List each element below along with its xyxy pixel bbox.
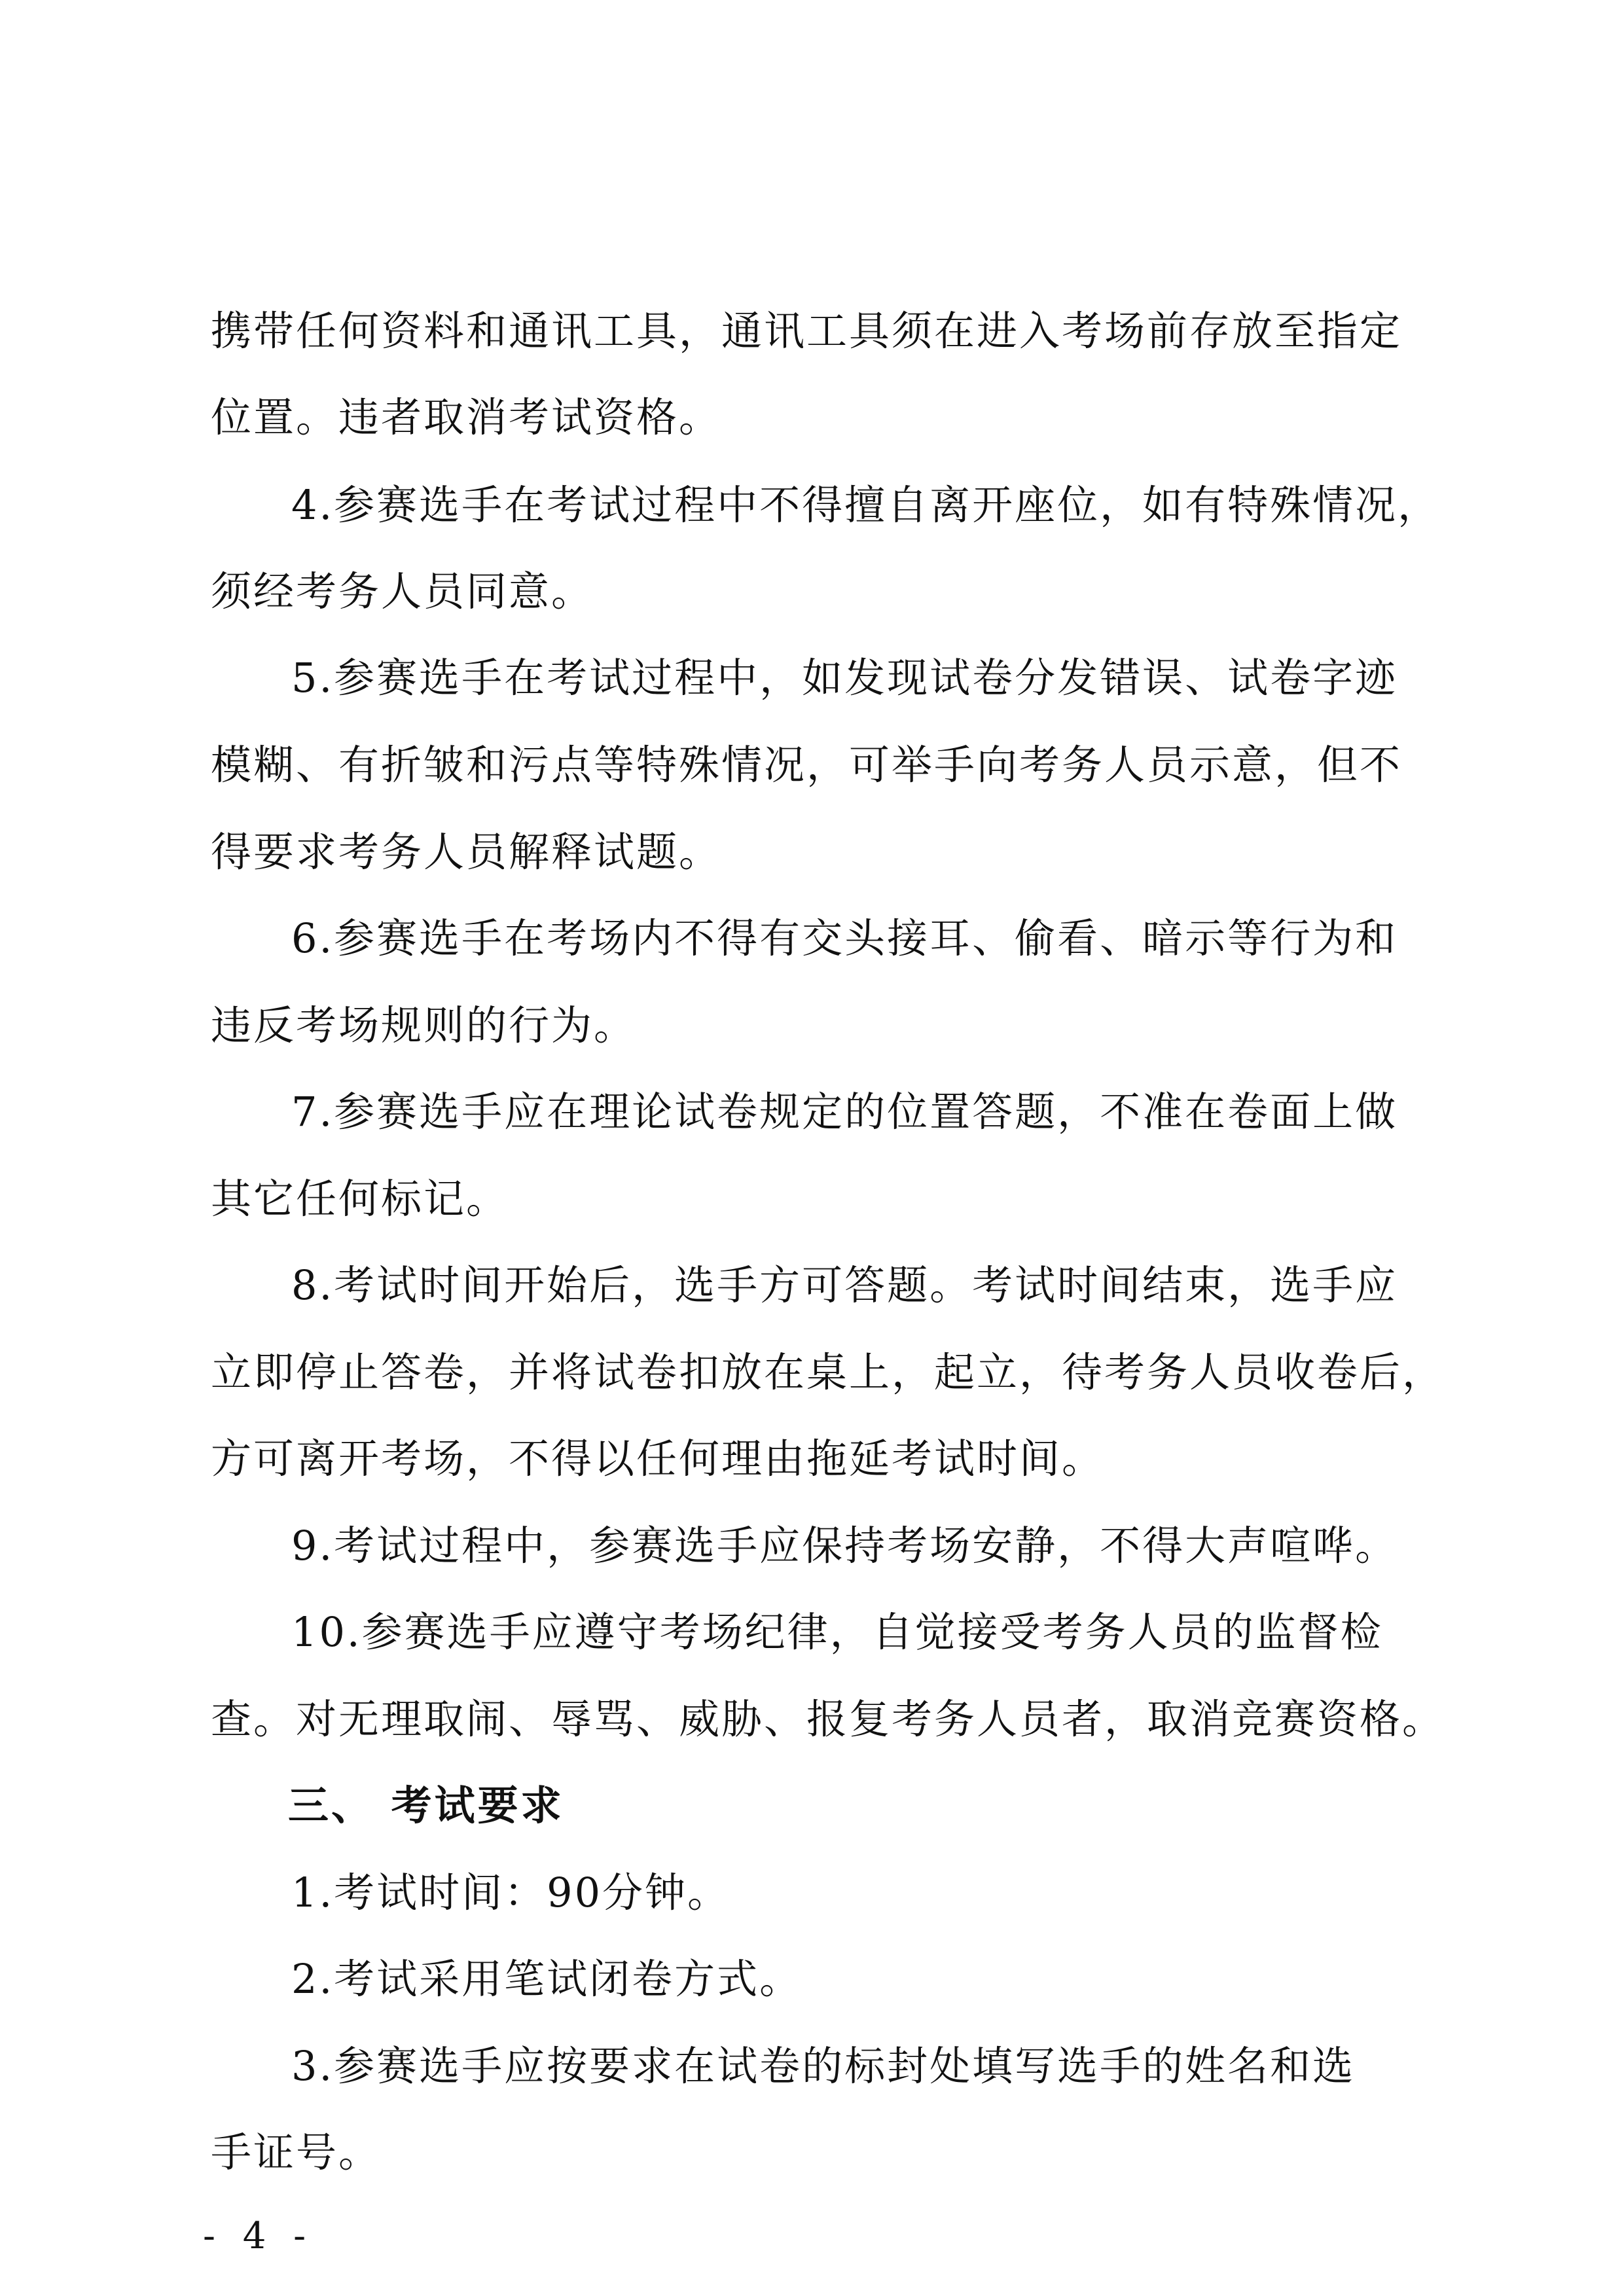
rule-5-line: 5.参赛选手在考试过程中，如发现试卷分发错误、试卷字迹 <box>291 654 1398 702</box>
paragraph-line: 须经考务人员同意。 <box>211 567 594 615</box>
paragraph-line: 方可离开考场，不得以任何理由拖延考试时间。 <box>211 1435 1105 1482</box>
rule-9-line: 9.考试过程中，参赛选手应保持考场安静，不得大声喧哗。 <box>291 1522 1398 1570</box>
paragraph-line: 模糊、有折皱和污点等特殊情况，可举手向考务人员示意，但不 <box>211 741 1403 789</box>
paragraph-line: 手证号。 <box>211 2128 382 2176</box>
paragraph-line: 得要求考务人员解释试题。 <box>211 828 722 876</box>
paragraph-line: 携带任何资料和通讯工具，通讯工具须在进入考场前存放至指定 <box>211 307 1403 355</box>
section-heading: 三、 考试要求 <box>288 1782 564 1829</box>
rule-10-line: 10.参赛选手应遵守考场纪律，自觉接受考务人员的监督检 <box>291 1608 1383 1656</box>
paragraph-line: 位置。违者取消考试资格。 <box>211 393 722 441</box>
requirement-2-line: 2.考试采用笔试闭卷方式。 <box>291 1955 803 2003</box>
requirement-1-line: 1.考试时间：90分钟。 <box>291 1869 731 1916</box>
rule-4-line: 4.参赛选手在考试过程中不得擅自离开座位，如有特殊情况， <box>291 481 1441 529</box>
page-number: - 4 - <box>203 2215 314 2257</box>
paragraph-line: 违反考场规则的行为。 <box>211 1001 637 1049</box>
rule-8-line: 8.考试时间开始后，选手方可答题。考试时间结束，选手应 <box>291 1261 1398 1309</box>
paragraph-line: 其它任何标记。 <box>211 1175 509 1223</box>
paragraph-line: 查。对无理取闹、辱骂、威胁、报复考务人员者，取消竞赛资格。 <box>211 1695 1445 1743</box>
paragraph-line: 立即停止答卷，并将试卷扣放在桌上，起立，待考务人员收卷后， <box>211 1348 1445 1396</box>
requirement-3-line: 3.参赛选手应按要求在试卷的标封处填写选手的姓名和选 <box>291 2042 1356 2090</box>
rule-6-line: 6.参赛选手在考场内不得有交头接耳、偷看、暗示等行为和 <box>291 914 1398 962</box>
rule-7-line: 7.参赛选手应在理论试卷规定的位置答题，不准在卷面上做 <box>291 1088 1398 1136</box>
